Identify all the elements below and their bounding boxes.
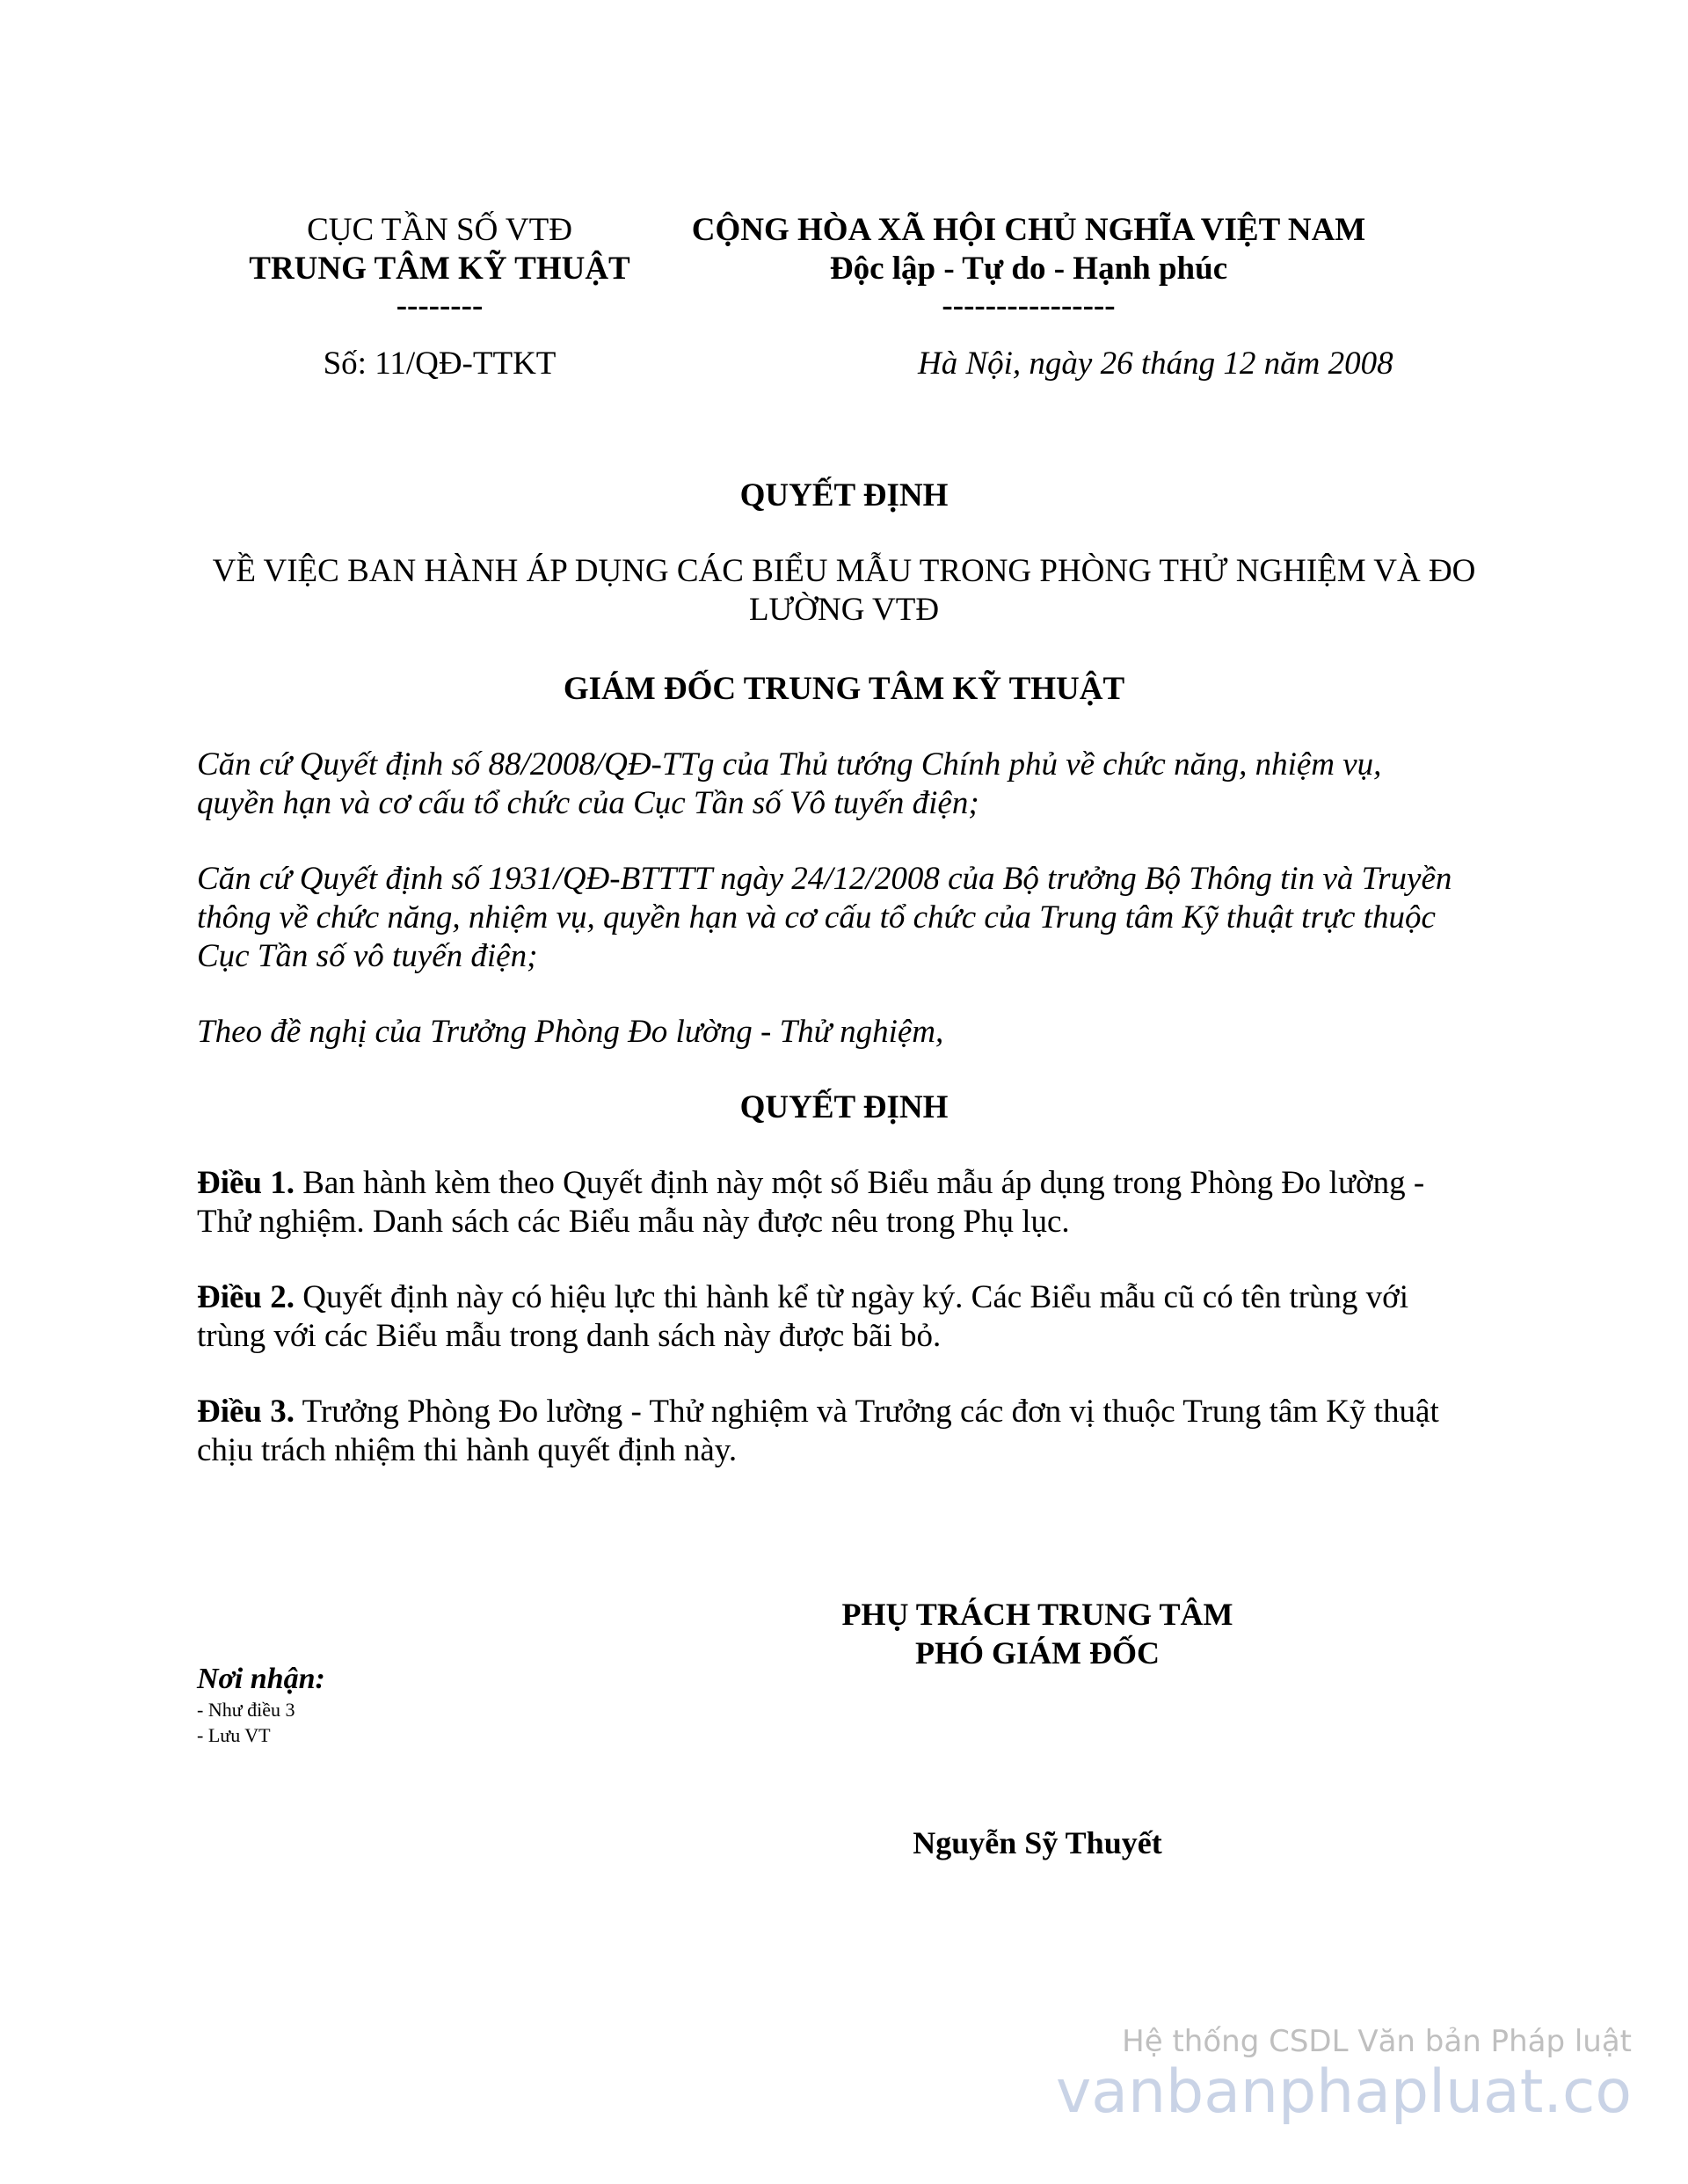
signer-title-2: PHÓ GIÁM ĐỐC	[915, 1635, 1160, 1671]
agency-name: TRUNG TÂM KỸ THUẬT	[249, 251, 630, 287]
article-3-label: Điều 3.	[197, 1394, 295, 1430]
issuing-authority: GIÁM ĐỐC TRUNG TÂM KỸ THUẬT	[563, 671, 1125, 707]
legal-basis-2	[197, 860, 1491, 976]
agency-parent: CỤC TẦN SỐ VTĐ	[307, 212, 572, 248]
proposal-basis-line-1: Theo đề nghị của Trưởng Phòng Đo lường - Thử nghiệm,	[197, 1014, 944, 1050]
legal-basis-2-line-1: Căn cứ Quyết định số 1931/QĐ-BTTTT ngày 24/12/2008 của Bộ trưởng Bộ Thông tin và Truyền	[197, 861, 1452, 897]
place-date: Hà Nội, ngày 26 tháng 12 năm 2008	[918, 346, 1393, 382]
article-1-text: Ban hành kèm theo Quyết định này một số Biểu mẫu áp dụng trong Phòng Đo lường -	[295, 1165, 1425, 1201]
national-heading-block	[642, 211, 1415, 324]
document-type-heading: QUYẾT ĐỊNH	[739, 477, 949, 513]
legal-basis-1-line-2: quyền hạn và cơ cấu tổ chức của Cục Tần số Vô tuyến điện;	[197, 785, 979, 821]
recipients-block	[197, 1662, 549, 1748]
recipient-item: - Lưu VT	[197, 1724, 271, 1746]
article-1	[197, 1164, 1491, 1241]
watermark-site: vanbanphapluat.co	[1056, 2057, 1632, 2127]
subject-line-2: LƯỜNG VTĐ	[748, 592, 940, 628]
agency-rule: --------	[396, 288, 484, 324]
subject-line-1: VỀ VIỆC BAN HÀNH ÁP DỤNG CÁC BIỂU MẪU TRONG PHÒNG THỬ NGHIỆM VÀ ĐO	[212, 553, 1476, 589]
recipients-label: Nơi nhận:	[197, 1663, 325, 1695]
national-motto: Độc lập - Tự do - Hạnh phúc	[829, 251, 1228, 287]
signature-block	[774, 1595, 1301, 1672]
legal-basis-2-line-2: thông về chức năng, nhiệm vụ, quyền hạn và cơ cấu tổ chức của Trung tâm Kỹ thuật trực thuộc	[197, 899, 1436, 935]
issuing-agency-block	[176, 211, 703, 324]
legal-basis-2-line-3: Cục Tần số vô tuyến điện;	[197, 938, 538, 974]
article-2	[197, 1278, 1491, 1356]
motto-rule: ----------------	[942, 288, 1116, 324]
recipients-list	[197, 1697, 549, 1748]
article-2-label: Điều 2.	[197, 1279, 295, 1315]
article-3-text: Trưởng Phòng Đo lường - Thử nghiệm và Trưởng các đơn vị thuộc Trung tâm Kỹ thuật	[295, 1394, 1439, 1430]
document-subject	[197, 552, 1491, 630]
legal-basis-1	[197, 746, 1491, 823]
article-3	[197, 1393, 1491, 1470]
article-1-line-2: Thử nghiệm. Danh sách các Biểu mẫu này được nêu trong Phụ lục.	[197, 1204, 1070, 1240]
country-name: CỘNG HÒA XÃ HỘI CHỦ NGHĨA VIỆT NAM	[691, 212, 1366, 248]
article-2-text: Quyết định này có hiệu lực thi hành kể từ ngày ký. Các Biểu mẫu cũ có tên trùng với	[295, 1279, 1409, 1315]
legal-basis-1-line-1: Căn cứ Quyết định số 88/2008/QĐ-TTg của Thủ tướng Chính phủ về chức năng, nhiệm vụ,	[197, 746, 1382, 783]
watermark-caption: Hệ thống CSDL Văn bản Pháp luật	[1122, 2024, 1632, 2059]
article-1-label: Điều 1.	[197, 1165, 295, 1201]
signer-name: Nguyễn Sỹ Thuyết	[913, 1825, 1162, 1860]
article-2-line-2: trùng với các Biểu mẫu trong danh sách này được bãi bỏ.	[197, 1318, 942, 1354]
decision-heading: QUYẾT ĐỊNH	[739, 1089, 949, 1125]
proposal-basis	[197, 1013, 1491, 1052]
recipient-item: - Như điều 3	[197, 1699, 295, 1721]
article-3-line-2: chịu trách nhiệm thi hành quyết định này.	[197, 1432, 738, 1468]
document-number: Số: 11/QĐ-TTKT	[323, 346, 557, 382]
signer-title-1: PHỤ TRÁCH TRUNG TÂM	[841, 1597, 1233, 1632]
